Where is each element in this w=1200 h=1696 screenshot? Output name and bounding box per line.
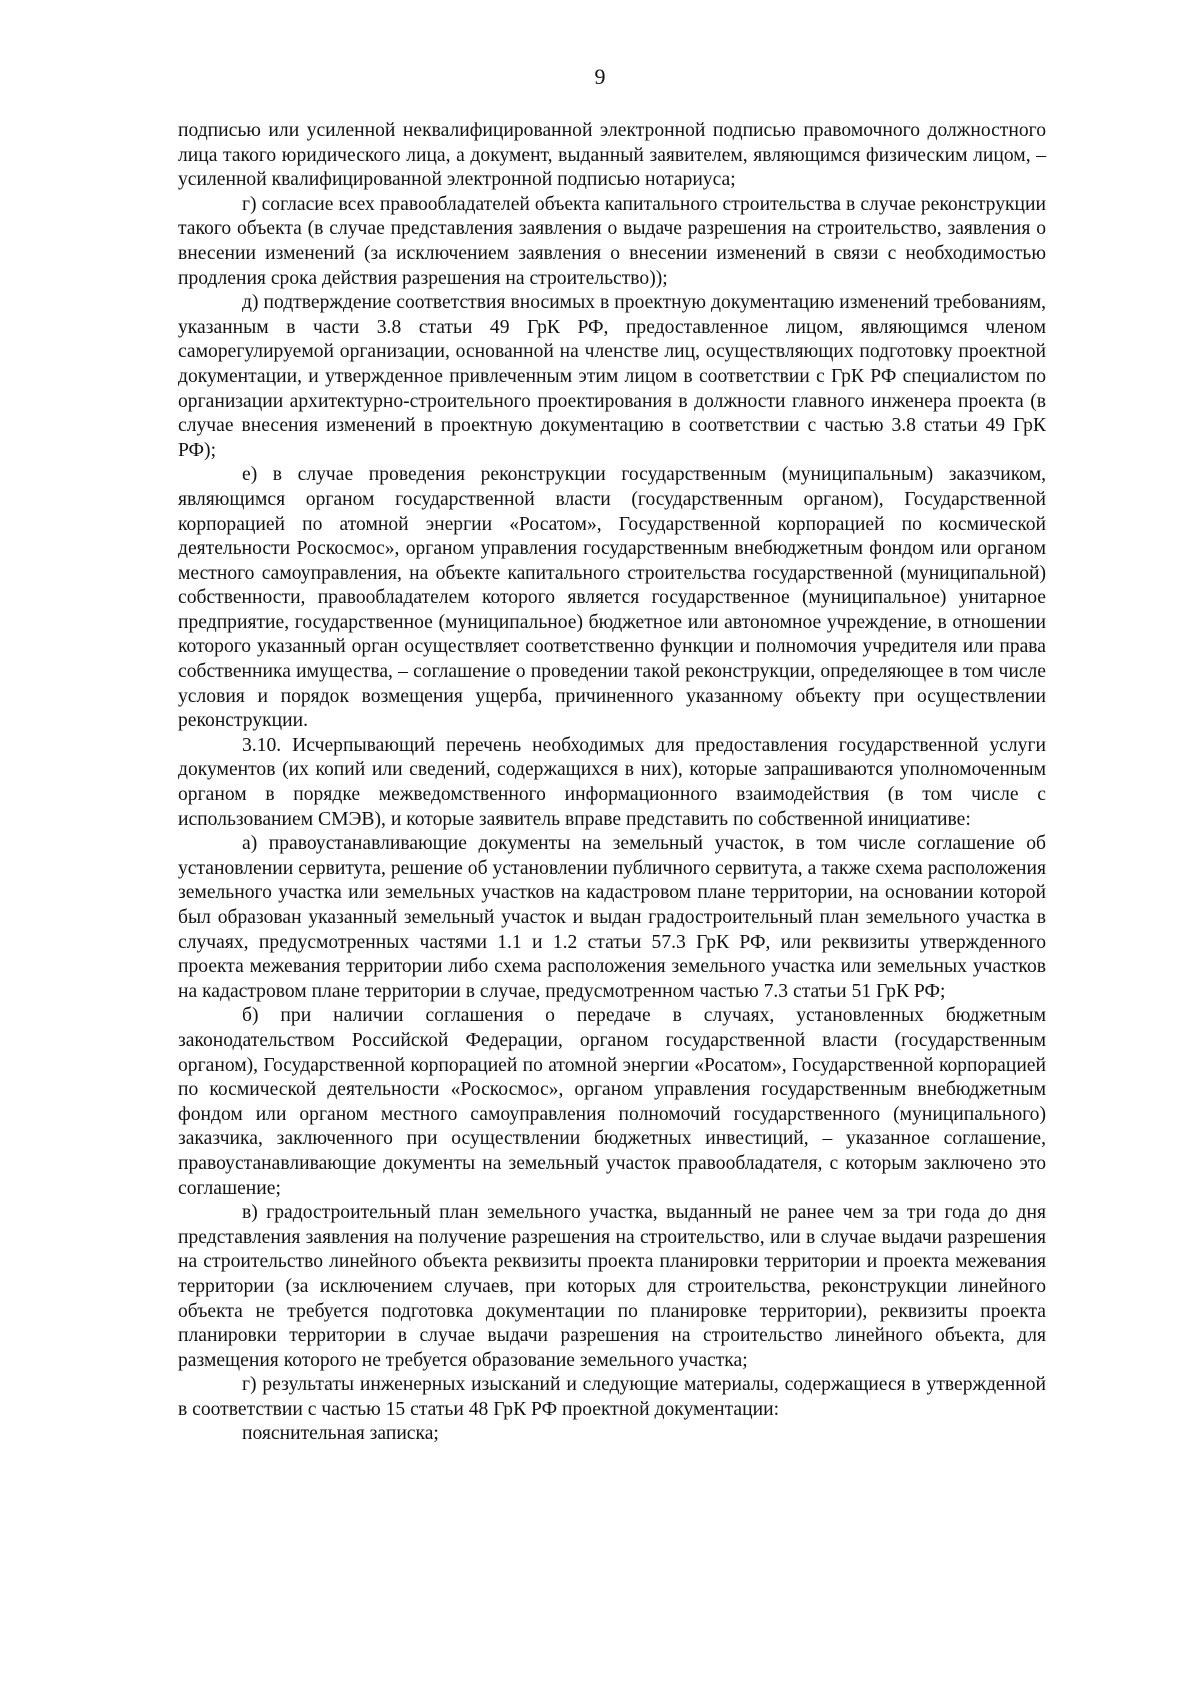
paragraph-item-g-consent: г) согласие всех правообладателей объекта капитального строительства в случае реконструкции такого объекта (в случае представления заявления о выдаче разрешения на строительство, заявления о внесении изменений (за исключением заявления о внесении изменений в связи с необходимостью продления срока действия разрешения на строительство)); — [178, 193, 1046, 289]
document-body — [178, 119, 1046, 1447]
paragraph-item-d-confirmation: д) подтверждение соответствия вносимых в проектную документацию изменений требованиям, указанным в части 3.8 статьи 49 ГрК РФ, предоставленное лицом, являющимся членом саморегулируемой организации, основанной на членстве лиц, осуществляющих подготовку проектной документации, и утвержденное привлеченным этим лицом в соответствии с ГрК РФ специалистом по организации архитектурно-строительного проектирования в должности главного инженера проекта (в случае внесения изменений в проектную документацию в соответствии с частью 3.8 статьи 49 ГрК РФ); — [178, 292, 1046, 461]
paragraph-item-b-agreement: б) при наличии соглашения о передаче в случаях, установленных бюджетным законодательством Российской Федерации, органом государственной власти (государственным органом), Государственной корпорацией по атомной энергии «Росатом», Государственной корпорацией по космической деятельности «Роскосмос», органом управления государственным внебюджетным фондом или органом местного самоуправления полномочий государственного (муниципального) заказчика, заключенного при осуществлении бюджетных инвестиций, – указанное соглашение, правоустанавливающие документы на земельный участок правообладателя, с которым заключено это соглашение; — [178, 1005, 1046, 1199]
paragraph-explanatory-note: пояснительная записка; — [242, 1423, 439, 1445]
paragraph-item-v-urban-plan: в) градостроительный план земельного участка, выданный не ранее чем за три года до дня представления заявления на получение разрешения на строительство, или в случае выдачи разрешения на строительство линейного объекта реквизиты проекта планировки территории и проекта межевания территории (за исключением случаев, при которых для строительства, реконструкции линейного объекта не требуется подготовка документации по планировке территории), реквизиты проекта планировки территории в случае выдачи разрешения на строительство линейного объекта, для размещения которого не требуется образование земельного участка; — [178, 1202, 1046, 1371]
paragraph-item-g-surveys: г) результаты инженерных изысканий и следующие материалы, содержащиеся в утвержденной в соответствии с частью 15 статьи 48 ГрК РФ проектной документации: — [178, 1374, 1046, 1420]
page-number: 9 — [594, 64, 606, 89]
paragraph-section-3-10: 3.10. Исчерпывающий перечень необходимых для предоставления государственной услуги документов (их копий или сведений, содержащихся в них), которые запрашиваются уполномоченным органом в порядке межведомственного информационного взаимодействия (в том числе с использованием СМЭВ), и которые заявитель вправе представить по собственной инициативе: — [178, 734, 1046, 830]
paragraph-item-e-reconstruction: е) в случае проведения реконструкции государственным (муниципальным) заказчиком, являющимся органом государственной власти (государственным органом), Государственной корпорацией по атомной энергии «Росатом», Государственной корпорацией по космической деятельности Роскосмос», органом управления государственным внебюджетным фондом или органом местного самоуправления, на объекте капитального строительства государственной (муниципальной) собственности, правообладателем которого является государственное (муниципальное) унитарное предприятие, государственное (муниципальное) бюджетное или автономное учреждение, в отношении которого указанный орган осуществляет соответственно функции и полномочия учредителя или права собственника имущества, – соглашение о проведении такой реконструкции, определяющее в том числе условия и порядок возмещения ущерба, причиненного указанному объекту при осуществлении реконструкции. — [178, 464, 1046, 732]
paragraph-item-a-title-documents: а) правоустанавливающие документы на земельный участок, в том числе соглашение об установлении сервитута, решение об установлении публичного сервитута, а также схема расположения земельного участка или земельных участков на кадастровом плане территории, на основании которой был образован указанный земельный участок и выдан градостроительный план земельного участка в случаях, предусмотренных частями 1.1 и 1.2 статьи 57.3 ГрК РФ, или реквизиты утвержденного проекта межевания территории либо схема расположения земельного участка или земельных участков на кадастровом плане территории в случае, предусмотренном частью 7.3 статьи 51 ГрК РФ; — [178, 833, 1046, 1002]
paragraph-continuation: подписью или усиленной неквалифицированной электронной подписью правомочного должностного лица такого юридического лица, а документ, выданный заявителем, являющимся физическим лицом, – усиленной квалифицированной электронной подписью нотариуса; — [178, 120, 1046, 191]
